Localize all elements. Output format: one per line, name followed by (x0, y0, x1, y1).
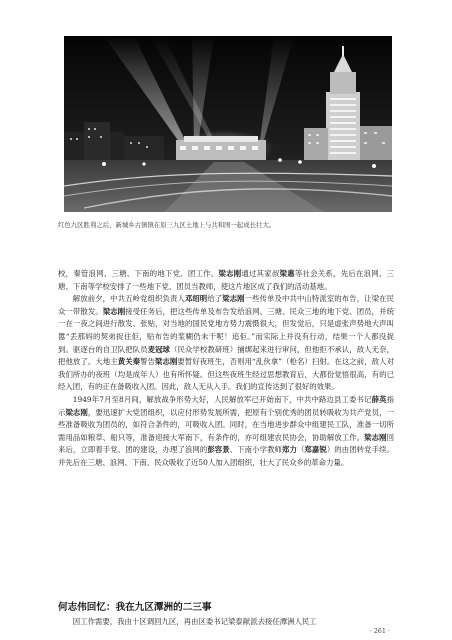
person-name: 彭容景 (207, 445, 230, 455)
paragraph-text: ，要迅速扩大党团组织，以应付形势发展所需，把原有个别优秀的团员转吸收为共产党员，一些准备吸收为团员的，如符合条件的，可吸收入团。同时，在当地进步群众中组建民工队，准备一切所需用品如粮草、船只等，准备迎接大军南下，有条件的，亦可组建农民协会，协助解放工作。 (58, 407, 394, 442)
paragraph-text: 1949年7月至8月间，解放战争形势大好，人民解放军已开始南下，中共中路边县工委书记 (72, 394, 372, 404)
paragraph-text: 给了 (207, 294, 223, 304)
page-number: · 261 · (369, 627, 390, 635)
person-name: 梁志刚 (102, 306, 126, 316)
person-name: 梁志刚 (364, 432, 387, 442)
person-name: 麦冠球 (147, 344, 171, 354)
person-name: 郑嘉锐 (304, 445, 327, 455)
paragraph-text: 一些传单及中共中山特派室的布告，让梁在民众一带散发。 (58, 294, 394, 316)
paragraph-text: 指示 (58, 394, 394, 417)
paragraph-text: 等社会关系，先后在浪网、三塘、下南等学校安排了一些地下党、团员当教师，使这片地区成了我们的活动基地。 (58, 269, 394, 291)
person-name: 黄关秦 (117, 357, 141, 367)
person-name: 梁志刚 (155, 357, 178, 367)
paragraph-text: 要暂好夜班生，否则用“乱伙拿”（枪名）扫射。在这之前，敌人对我们所办的夜班（均是成年人）也有所怀疑。但这些夜班生经过思想教育后，大都份觉悟很高，有的已经入团，有的正在备吸收入团。因此，敌人无从入手。我们的宣传达到了很好的效果。 (58, 357, 394, 392)
paragraph-text: （ (296, 445, 305, 455)
body-paragraph (58, 293, 394, 394)
paragraph-text: 校，秦管浪网、三塘、下南的地下党、团工作。 (58, 269, 219, 278)
section-title: 何志伟回忆：我在九区潭洲的二三事 (58, 602, 212, 613)
paragraph-text: 解放前夕，中共五岭党组织负责人 (72, 294, 185, 304)
photo-caption: 红色九区胜利之后，新城乡古镇镇在原三九区土地上与共和国一起成长壮大。 (58, 221, 276, 229)
body-paragraph (58, 268, 394, 293)
night-cityscape-photo (64, 36, 392, 212)
paragraph-text: 接受任务后，把这些传单及布告发给浪网、三塘、民众三地的地下党、团员，并统一在一夜之间进行散发、张贴，对当地的国民党地方势力震慑很大，但发觉后，只是虚张声势地大声叫嚣“丢那妈的契弟捉住佢，贴布告的浆糊仍未干呢！追佢。”而实际上并没有行动，结果一个人都没捉到。驱逐台的自卫队把队员 (58, 306, 394, 354)
paragraph-text: 通过其家叔 (241, 269, 280, 278)
person-name: 梁志刚 (65, 407, 88, 417)
paragraph-text: ）的由团转党手续。并先后在三塘、浪网、下南、民众吸收了近50人加入团组织，壮大了民众乡的革命力量。 (58, 445, 394, 467)
person-name: 梁志刚 (218, 269, 242, 278)
paragraph-text: （民众学校教研班）捕绑起来进行审问，但他拒不承认，敌人无奈，把他放了。大地主 (58, 344, 394, 367)
person-name: 梁志刚 (222, 294, 245, 304)
body-text (58, 268, 394, 470)
paragraph-text: 警告 (140, 357, 156, 367)
person-name: 郑力 (282, 445, 297, 455)
person-name: 薛英 (371, 394, 387, 404)
paragraph-text: 、下南小学教师 (229, 445, 282, 455)
person-name: 邓绍明 (184, 294, 208, 304)
paragraph-text: 因工作需要，我由十区调回九区，再由区委书记梁泰献派去接任潭洲人民工 (72, 617, 317, 626)
body-paragraph (58, 394, 394, 470)
person-name: 梁惠 (279, 269, 295, 278)
body-paragraph-continued (58, 616, 394, 628)
paragraph-text: 回来后，立即着手党、团的建设，办理了浪网的 (58, 432, 394, 455)
